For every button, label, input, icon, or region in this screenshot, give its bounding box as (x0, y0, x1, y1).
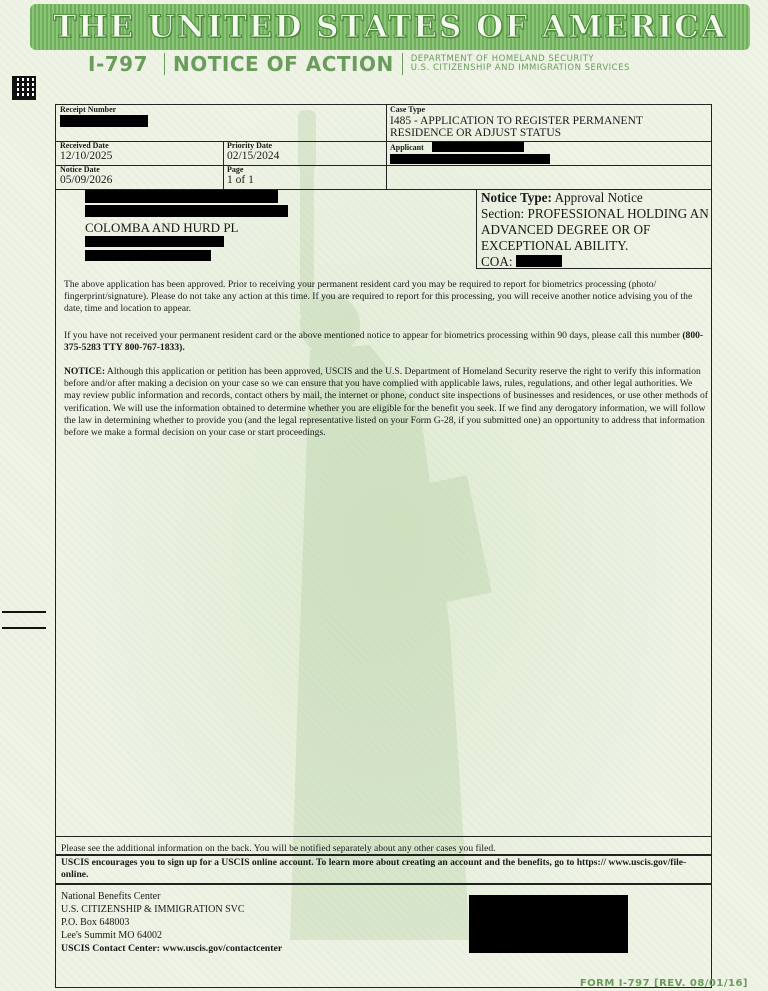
redaction-bar (469, 895, 628, 953)
coa-line (481, 254, 713, 270)
received-date-label: Received Date (60, 141, 109, 150)
fold-mark (2, 611, 46, 613)
dept-line-1: DEPARTMENT OF HOMELAND SECURITY (410, 54, 595, 64)
redaction-bar (516, 255, 562, 267)
form-title-row (88, 52, 630, 76)
fold-mark (2, 627, 46, 629)
notice-type-box (481, 190, 713, 270)
center-line-3: P.O. Box 648003 (61, 917, 130, 928)
service-center-address (61, 890, 245, 942)
approval-paragraph: The above application has been approved. Prior to receiving your permanent resident card you may be required to report for biometrics processing (photo/ fingerprint/signature). Please do not take any action at this time. If you are required to report for this processing, you will receive another notice advising you of the date, time and location to appear. (64, 279, 693, 315)
notice-date-label: Notice Date (60, 165, 100, 174)
applicant-label: Applicant (390, 143, 424, 152)
received-date-value: 12/10/2025 (60, 150, 113, 162)
contact-center: USCIS Contact Center: www.uscis.gov/contactcenter (61, 943, 283, 954)
redaction-bar (390, 154, 550, 164)
firm-name: COLOMBA AND HURD PL (85, 220, 239, 235)
department-name (411, 55, 630, 73)
notice-text: Although this application or petition has been approved, USCIS and the U.S. Department of Homeland Security reserve the right to verify this information before and/or after making a decision on your case so we can ensure that you have complied with applicable laws, rules, regulations, and other legal authorities. We may review public information and records, contact others by mail, the internet or phone, conduct site inspections of businesses and residences, or use other methods of verification. We will use the information obtained to determine whether you are eligible for the benefit you seek. If we find any derogatory information, we will follow the law in determining whether to provide you (and the legal representative listed on your Form G-28, if you submitted one) an opportunity to address that information before we make a formal decision on your case or start proceedings. (64, 366, 708, 439)
applicant-cell (386, 141, 711, 165)
redaction-bar (60, 115, 148, 127)
title-divider (402, 53, 403, 75)
page-cell (223, 165, 386, 189)
grid-line (56, 854, 711, 856)
redaction-bar (85, 250, 211, 261)
additional-info-note: Please see the additional information on the back. You will be notified separately about any other cases you filed. (61, 843, 496, 854)
case-type-value: I485 - APPLICATION TO REGISTER PERMANENT RESIDENCE OR ADJUST STATUS (390, 115, 643, 139)
notice-type-label: Notice Type: (481, 190, 552, 205)
section-label: Section: (481, 206, 525, 221)
notice-date-cell (56, 165, 223, 189)
grid-line (56, 883, 711, 885)
redaction-bar (85, 190, 278, 203)
redaction-bar (85, 205, 288, 217)
receipt-number-cell (56, 105, 386, 141)
dept-line-2: U.S. CITIZENSHIP AND IMMIGRATION SERVICES (410, 63, 630, 73)
page-value: 1 of 1 (227, 174, 254, 186)
priority-date-value: 02/15/2024 (227, 150, 280, 162)
case-type-cell (386, 105, 711, 141)
redaction-bar (85, 236, 224, 247)
grid-line (56, 836, 711, 837)
received-date-cell (56, 141, 223, 165)
biometrics-text: If you have not received your permanent resident card or the above mentioned notice to appear for biometrics processing within 90 days, please call this number (64, 330, 680, 341)
coa-label: COA: (481, 254, 513, 269)
form-title: NOTICE OF ACTION (173, 52, 394, 76)
notice-type-line (481, 190, 713, 206)
notice-label: NOTICE: (64, 366, 106, 377)
section-value: PROFESSIONAL HOLDING AN ADVANCED DEGREE OR OF EXCEPTIONAL ABILITY. (481, 206, 709, 253)
contact-phone: (800-375-5283 TTY 800-767-1833). (64, 330, 704, 354)
redaction-bar (432, 142, 524, 152)
header-banner (30, 4, 750, 50)
title-divider (164, 53, 165, 75)
center-line-1: National Benefits Center (61, 891, 161, 902)
notice-form (55, 104, 712, 988)
receipt-number-label: Receipt Number (60, 105, 117, 114)
notice-date-value: 05/09/2026 (60, 174, 113, 186)
notice-type-value: Approval Notice (554, 190, 643, 205)
notice-paragraph (64, 366, 709, 439)
priority-date-label: Priority Date (227, 141, 273, 150)
grid-line (476, 189, 477, 269)
page-label: Page (227, 165, 244, 174)
section-line (481, 206, 713, 254)
grid-line (386, 165, 711, 166)
biometrics-paragraph (64, 330, 709, 354)
case-type-label: Case Type (390, 105, 426, 114)
center-line-2: U.S. CITIZENSHIP & IMMIGRATION SVC (61, 904, 245, 915)
center-line-4: Lee's Summit MO 64002 (61, 930, 162, 941)
banner-title: THE UNITED STATES OF AMERICA (53, 9, 727, 45)
form-revision: FORM I-797 [REV. 08/01/16] (579, 978, 748, 989)
priority-date-cell (223, 141, 386, 165)
qr-code-icon (12, 76, 36, 100)
online-account-note: USCIS encourages you to sign up for a USCIS online account. To learn more about creating an account and the benefits, go to https:// www.uscis.gov/file-online. (61, 857, 687, 880)
form-code: I-797 (88, 52, 148, 76)
